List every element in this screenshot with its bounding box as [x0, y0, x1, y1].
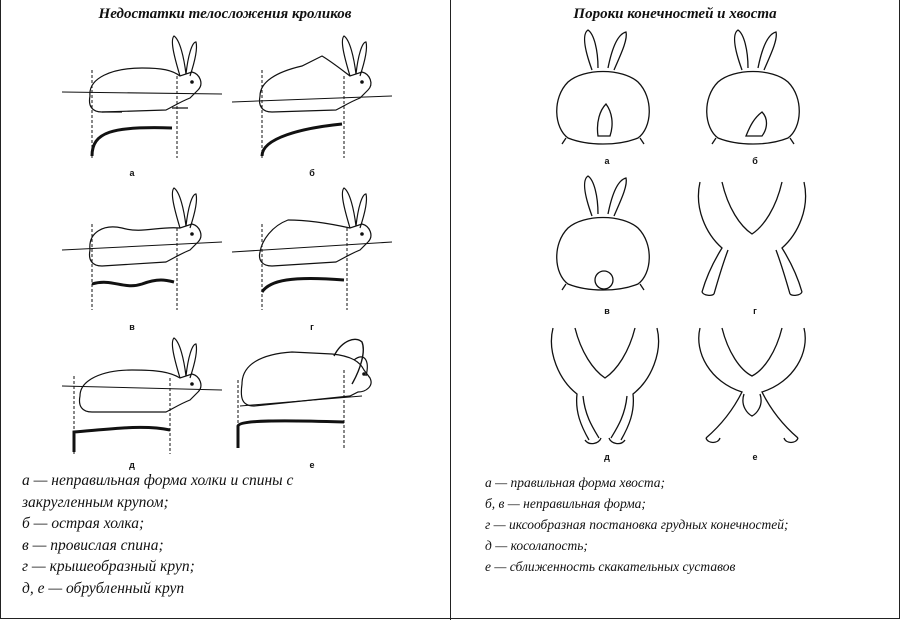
figure-label: г: [753, 306, 757, 316]
legend-line: закругленным крупом;: [22, 493, 169, 511]
figure-label: е: [752, 452, 758, 462]
legend-line: д, е — обрубленный круп: [22, 579, 185, 597]
rabbit-side-icon: [62, 330, 222, 460]
legend-line: б — острая холка;: [22, 515, 145, 532]
legend-line: д — косолапость;: [485, 538, 588, 553]
rabbit-back-icon: [548, 28, 658, 153]
figure-label: б: [752, 156, 758, 166]
rabbit-side-icon: [62, 28, 222, 158]
legend-line: г — иксообразная постановка грудных конечностей;: [485, 517, 789, 532]
rabbit-back-icon: [548, 172, 658, 300]
legend-line: а — правильная форма хвоста;: [485, 475, 666, 490]
figure-label: е: [309, 460, 315, 470]
legend-line: е — сближенность скакательных суставов: [485, 559, 736, 574]
figure-label: в: [604, 306, 610, 316]
figure-label: а: [129, 168, 135, 178]
right-legend: [485, 472, 895, 577]
legend-line: б, в — неправильная форма;: [485, 496, 646, 511]
figure-label: д: [129, 460, 135, 470]
rabbit-side-icon: [232, 330, 392, 460]
legend-line: в — провислая спина;: [22, 536, 164, 554]
figure-label: г: [310, 322, 314, 332]
left-panel-title: Недостатки телосложения кроликов: [98, 6, 352, 22]
figure-label: д: [604, 452, 610, 462]
rabbit-legs-icon: [692, 322, 812, 447]
rabbit-side-icon: [232, 28, 392, 158]
rabbit-back-icon: [698, 28, 808, 153]
legend-line: а — неправильная форма холки и спины с: [22, 472, 294, 489]
legend-line: г — крышеобразный круп;: [22, 558, 195, 575]
figure-label: а: [604, 156, 610, 166]
right-panel-title: Пороки конечностей и хвоста: [573, 6, 777, 22]
panel-divider: [450, 0, 451, 620]
rabbit-legs-icon: [692, 178, 812, 300]
rabbit-side-icon: [232, 180, 392, 310]
rabbit-legs-icon: [545, 322, 665, 447]
left-legend: [22, 470, 442, 599]
figure-label: б: [309, 168, 315, 178]
rabbit-side-icon: [62, 180, 222, 310]
figure-label: в: [129, 322, 135, 332]
